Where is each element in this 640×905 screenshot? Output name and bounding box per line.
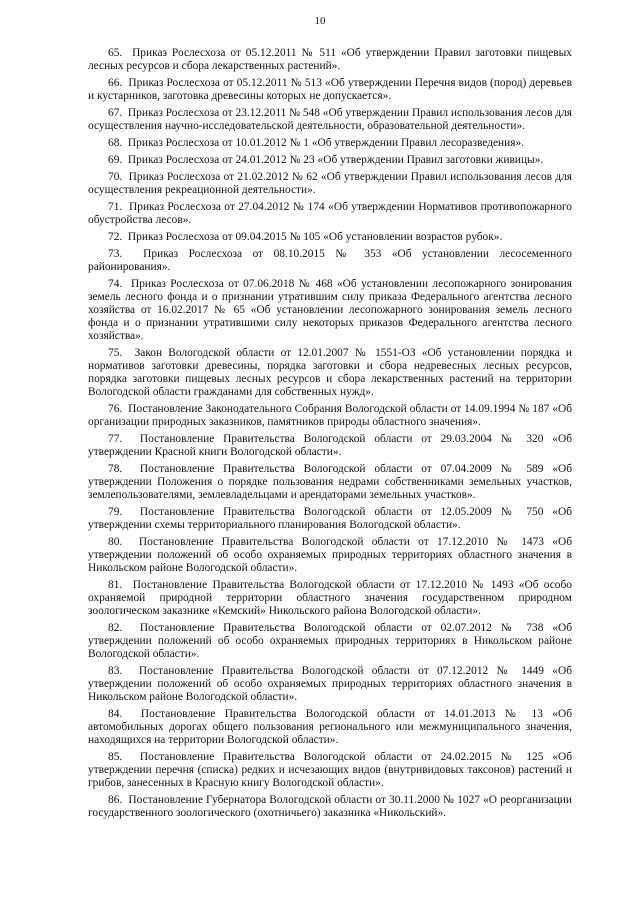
legal-acts-list — [88, 47, 572, 824]
list-item-72: 72. Приказ Рослесхоза от 09.04.2015 № 105 «Об установлении возрастов рубок». — [108, 231, 503, 243]
list-item-84: 84. Постановление Правительства Вологодской области от 14.01.2013 № 13 «Об автомобильных дорогах общего пользования регионального или межмуниципального значения, находящихся на территории Вологодской области». — [88, 708, 572, 746]
list-item-70: 70. Приказ Рослесхоза от 21.02.2012 № 62 «Об утверждении Правил использования лесов для осуществления рекреационной деятельности». — [88, 171, 572, 196]
list-item-79: 79. Постановление Правительства Вологодской области от 12.05.2009 № 750 «Об утверждении схемы территориального планирования Вологодской области». — [88, 506, 572, 531]
page-number: 10 — [314, 15, 326, 27]
list-item-81: 81. Постановление Правительства Вологодской области от 17.12.2010 № 1493 «Об особо охраняемой природной территории областного значения государственном природном зоологическом заказнике «Кемский» Никольского района Вологодской области». — [88, 579, 572, 617]
list-item-76: 76. Постановление Законодательного Собрания Вологодской области от 14.09.1994 № 187 «Об организации природных заказников, памятников природы областного значения». — [88, 403, 572, 428]
list-item-80: 80. Постановление Правительства Вологодской области от 17.12.2010 № 1473 «Об утверждении положений об особо охраняемых природных территориях областного значения в Никольском районе Вологодской области». — [88, 536, 572, 574]
list-item-68: 68. Приказ Рослесхоза от 10.01.2012 № 1 «Об утверждении Правил лесоразведения». — [108, 137, 525, 149]
list-item-65: 65. Приказ Рослесхоза от 05.12.2011 № 511 «Об утверждении Правил заготовки пищевых лесных ресурсов и сбора лекарственных растений». — [88, 47, 572, 72]
list-item-67: 67. Приказ Рослесхоза от 23.12.2011 № 548 «Об утверждении Правил использования лесов для осуществления научно-исследовательской деятельности, образовательной деятельности». — [88, 107, 573, 132]
list-item-83: 83. Постановление Правительства Вологодской области от 07.12.2012 № 1449 «Об утверждении положений об особо охраняемых природных территориях областного значения в Никольском районе Вологодской области». — [88, 665, 572, 703]
list-item-73: 73. Приказ Рослесхоза от 08.10.2015 № 353 «Об установлении лесосеменного районирования». — [88, 248, 572, 273]
list-item-75: 75. Закон Вологодской области от 12.01.2007 № 1551-ОЗ «Об установлении порядка и нормативов заготовки древесины, порядка заготовки и сбора недревесных лесных ресурсов, порядка заготовки пищевых лесных ресурсов и сбора лекарственных растений на территории Вологодской области гражданами для собственных нужд». — [88, 347, 572, 398]
list-item-86: 86. Постановление Губернатора Вологодской области от 30.11.2000 № 1027 «О реорганизации государственного зоологического (охотничьего) заказника «Никольский». — [88, 794, 572, 819]
list-item-69: 69. Приказ Рослесхоза от 24.01.2012 № 23 «Об утверждении Правил заготовки живицы». — [108, 154, 544, 166]
list-item-85: 85. Постановление Правительства Вологодской области от 24.02.2015 № 125 «Об утверждении перечня (списка) редких и исчезающих видов (внутривидовых таксонов) растений и грибов, занесенных в Красную книгу Вологодской области». — [88, 751, 572, 789]
list-item-74: 74. Приказ Рослесхоза от 07.06.2018 № 468 «Об установлении лесопожарного зонирования земель лесного фонда и о признании утратившим силу приказа Федерального агентства лесного хозяйства от 16.02.2017 № 65 «Об установлении лесопожарного зонирования земель лесного фонда и о признании утратившими силу некоторых приказов Федерального агентства лесного хозяйства». — [88, 278, 572, 342]
list-item-77: 77. Постановление Правительства Вологодской области от 29.03.2004 № 320 «Об утверждении Красной книги Вологодской области». — [88, 433, 572, 458]
list-item-66: 66. Приказ Рослесхоза от 05.12.2011 № 513 «Об утверждении Перечня видов (пород) деревьев и кустарников, заготовка древесины которых не допускается». — [88, 77, 572, 102]
list-item-82: 82. Постановление Правительства Вологодской области от 02.07.2012 № 738 «Об утверждении положений об особо охраняемых природных территориях в Никольском районе Вологодской области». — [88, 622, 572, 660]
list-item-78: 78. Постановление Правительства Вологодской области от 07.04.2009 № 589 «Об утверждении Положения о порядке пользования недрами собственниками земельных участков, землепользователями, землевладельцами и арендаторами земельных участков». — [88, 463, 572, 501]
list-item-71: 71. Приказ Рослесхоза от 27.04.2012 № 174 «Об утверждении Нормативов противопожарного обустройства лесов». — [88, 201, 572, 226]
